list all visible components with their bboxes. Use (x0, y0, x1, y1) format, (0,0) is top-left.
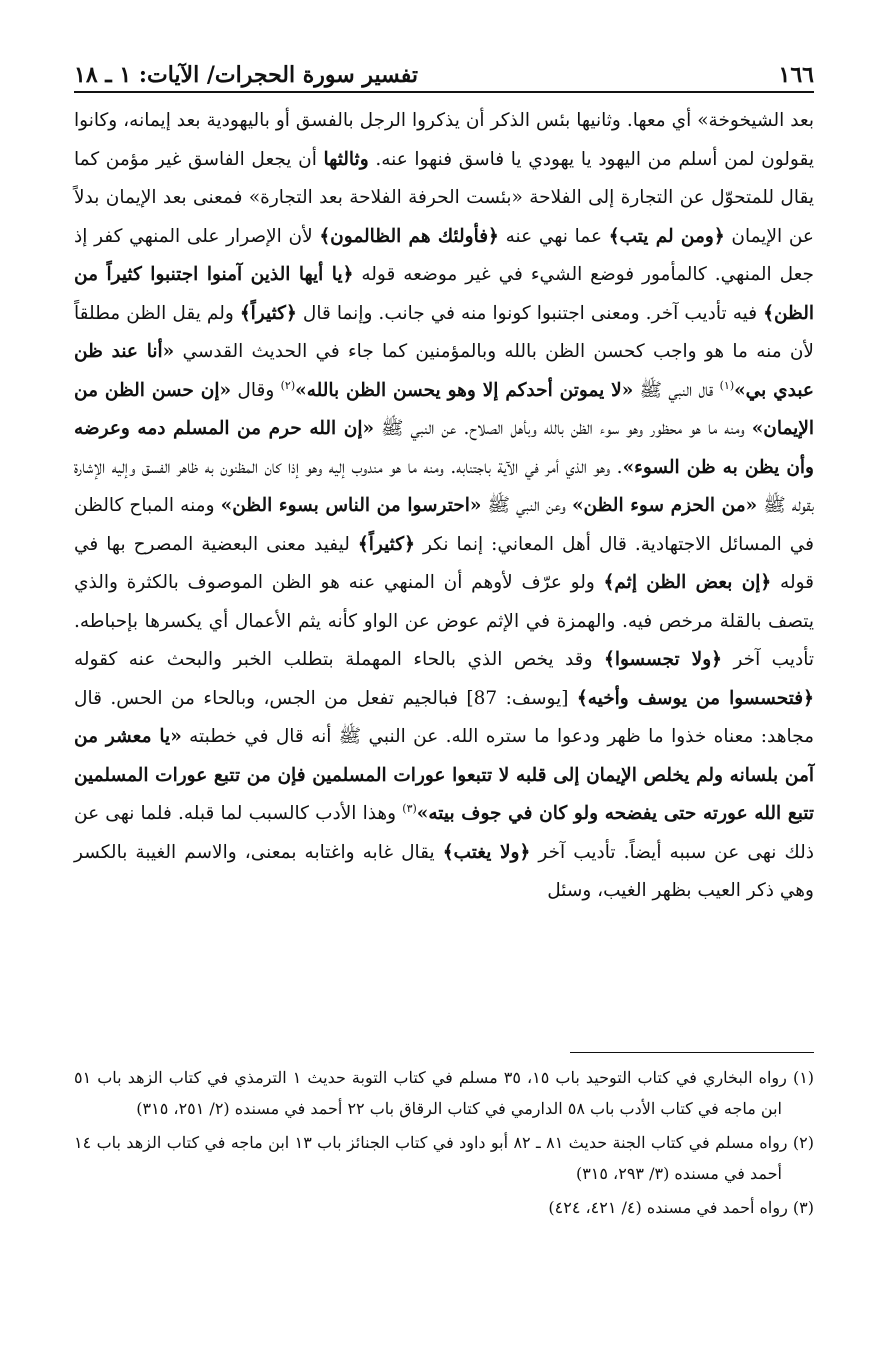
text-run: [يوسف: 87] فبالجيم تفعل من الجس، وبالحاء من الحس. قال مجاهد: معناه خذوا ما ظهر ودعوا ما ستره الله. عن النبي ﷺ أنه قال في خطبته (74, 687, 814, 747)
footnote (74, 1192, 814, 1223)
quran-quote: ﴿إن بعض الظن إثم﴾ (603, 572, 772, 593)
text-run: . وهو الذي أمر في الآية باجتنابه. ومنه ما هو مندوب إليه وهو إذا كان المظنون به ظاهر الفسق وإليه الإشارة بقوله ﷺ (74, 456, 815, 516)
quran-quote: ﴿كثيراً﴾ (357, 533, 415, 555)
quran-quote: ﴿ولا تجسسوا﴾ (604, 649, 722, 670)
hadith-quote: «يا معشر من آمن بلسانه ولم يخلص الإيمان إلى قلبه لا تتبعوا عورات المسلمين فإن من تتبع عورات المسلمين تتبع الله عورته حتى يفضحه ولو كان في جوف بيته» (74, 726, 815, 824)
hadith-quote: «أنا عند ظن عبدي بي» (74, 341, 814, 401)
text-run: أن يجعل الفاسق غير مؤمن كما يقال للمتحوّل عن التجارة إلى الفلاحة «بئست الحرفة الفلاحة بعد التجارة» فمعنى بعد الإيمان بدلاً عن الإيمان (74, 148, 814, 247)
footnote-ref[interactable]: (٢) (280, 378, 296, 392)
text-run: وعن النبي ﷺ (487, 495, 566, 516)
quran-quote: ﴿كثيراً﴾ (239, 302, 297, 324)
page-number: ١٦٦ (778, 62, 814, 88)
quran-quote: ﴿ولا يغتب﴾ (442, 841, 531, 863)
text-run: ولو عرّف لأوهم أن المنهي عنه هو الظن الموصوف بالكثرة والذي يتصف بالقلة مرخص فيه. والهمزة في الإثم عوض عن الواو كأنه يثم الأعمال أي يكسرها بإحباطه. تأديب آخر (74, 572, 815, 670)
bold-keyword: وثالثها (323, 148, 369, 170)
text-run: عما نهي عنه (505, 225, 603, 247)
hadith-quote: «احترسوا من الناس بسوء الظن» (220, 495, 482, 516)
text-run: وقد يخص الذي بالحاء المهملة بتطلب الخبر والبحث عنه كقوله (74, 649, 593, 670)
footnote-text: رواه البخاري في كتاب التوحيد باب ١٥، ٣٥ مسلم في كتاب التوبة حديث ١ الترمذي في كتاب الزهد باب ٥١ ابن ماجه في كتاب الأدب باب ٥٨ الدارمي في كتاب الرقاق باب ٢٢ أحمد في مسنده (٢/ ٢٥١، ٣١٥) (74, 1068, 787, 1118)
main-paragraph (74, 102, 814, 911)
footnote-ref[interactable]: (١) (719, 378, 735, 392)
text-run: ومنه ما هو محظور وهو سوء الظن بالله وبأهل الصلاح. عن النبي ﷺ (381, 418, 745, 439)
header-divider (74, 91, 814, 93)
footnote (74, 1062, 814, 1124)
quran-quote: ﴿يا أيها الذين آمنوا اجتنبوا كثيراً من الظن﴾ (74, 264, 814, 324)
text-run: ليفيد معنى البعضية المصرح بها في قوله (74, 533, 814, 593)
quran-quote: ﴿ومن لم يتب﴾ (608, 225, 725, 247)
footnotes (74, 1062, 814, 1226)
text-run: ومنه المباح كالظن في المسائل الاجتهادية. قال أهل المعاني: إنما نكر (74, 495, 815, 555)
text-run: يقال غابه واغتابه بمعنى، والاسم الغيبة بالكسر وهي ذكر العيب بظهر الغيب، وسئل (74, 841, 814, 901)
text-run: وقال (237, 379, 275, 401)
footnote-number: (٢) (792, 1133, 815, 1152)
footnote (74, 1127, 814, 1189)
text-run: وهذا الأدب كالسبب لما قبله. فلما نهى عن ذلك نهى عن سببه أيضاً. تأديب آخر (74, 803, 814, 863)
text-run: بعد الشيخوخة» أي معها. وثانيها بئس الذكر أن يذكروا الرجل بالفسق أو باليهودية بعد إيمانه، وكانوا يقولون لمن أسلم من اليهود يا يهودي يا فاسق فنهوا عنه. (74, 110, 814, 170)
hadith-quote: «إن حسن الظن من الإيمان» (74, 379, 815, 439)
footnote-number: (٣) (792, 1198, 814, 1217)
text-run: فيه تأديب آخر. ومعنى اجتنبوا كونوا منه في جانب. وإنما قال (302, 302, 758, 324)
footnote-ref[interactable]: (٣) (402, 801, 417, 815)
text-run: ولم يقل الظن مطلقاً لأن منه ما هو واجب كحسن الظن بالله وبالمؤمنين كما جاء في الحديث القدسي (74, 302, 814, 362)
running-title: تفسير سورة الحجرات/ الآيات: ١ ـ ١٨ (74, 62, 419, 88)
text-run: لأن الإصرار على المنهي كفر إذ جعل المنهي. كالمأمور فوضع الشيء في غير موضعه قوله (74, 225, 814, 285)
main-text (74, 102, 814, 911)
footnote-number: (١) (792, 1068, 815, 1087)
quran-quote: ﴿فتحسسوا من يوسف وأخيه﴾ (576, 687, 814, 709)
hadith-quote: «من الحزم سوء الظن» (571, 495, 758, 516)
hadith-quote: «إن الله حرم من المسلم دمه وعرضه وأن يظن به ظن السوء» (74, 418, 814, 478)
footnote-text: رواه مسلم في كتاب الجنة حديث ٨١ ـ ٨٢ أبو داود في كتاب الجنائز باب ١٣ ابن ماجه في كتاب الزهد باب ١٤ أحمد في مسنده (٣/ ٢٩٣، ٣١٥) (74, 1133, 788, 1183)
hadith-quote: «لا يموتن أحدكم إلا وهو يحسن الظن بالله» (295, 379, 634, 401)
footnote-text: رواه أحمد في مسنده (٤/ ٤٢١، ٤٢٤) (548, 1198, 788, 1217)
footnote-divider (570, 1052, 814, 1053)
running-header (74, 56, 814, 90)
quran-quote: ﴿فأولئك هم الظالمون﴾ (319, 225, 499, 247)
text-run: قال النبي ﷺ (639, 379, 714, 401)
